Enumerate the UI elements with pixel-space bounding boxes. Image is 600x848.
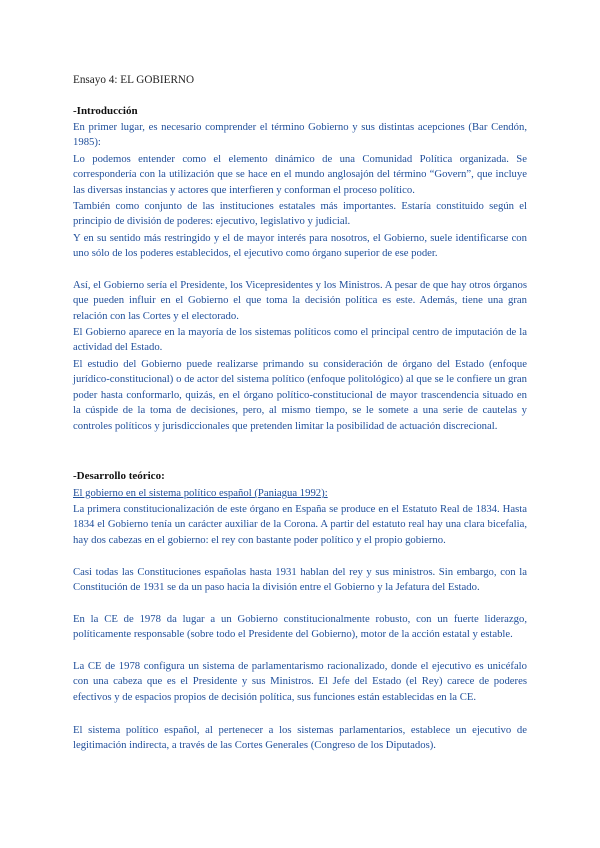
paragraph: También como conjunto de las instituciones estatales más importantes. Estaría constituido según el principio de división de poderes: ejecutivo, legislativo y judicial. [73, 200, 527, 228]
paragraph: Lo podemos entender como el elemento dinámico de una Comunidad Política organizada. Se correspondería con la utilización que se hace en el mundo anglosajón del término “Govern”, que incluye las diversas instancias y actores que interfieren y conforman el proceso político. [73, 153, 527, 196]
paragraph: El Gobierno aparece en la mayoría de los sistemas políticos como el principal centro de imputación de la actividad del Estado. [73, 326, 527, 354]
section-heading-introduccion: -Introducción [73, 105, 138, 117]
paragraph: Casi todas las Constituciones españolas hasta 1931 hablan del rey y sus ministros. Sin embargo, con la Constitución de 1931 se da un paso hacia la división entre el Gobierno y la Jefatura del Estado. [73, 566, 527, 594]
paragraph: En la CE de 1978 da lugar a un Gobierno constitucionalmente robusto, con un fuerte liderazgo, políticamente responsable (sobre todo el Presidente del Gobierno), motor de la acción estatal y estable. [73, 613, 527, 641]
section-heading-desarrollo: -Desarrollo teórico: [73, 470, 165, 482]
paragraph: Así, el Gobierno sería el Presidente, los Vicepresidentes y los Ministros. A pesar de que hay otros órganos que pueden influir en el Gobierno el que toma la decisión política es este. Además, tiene una gran relación con las Cortes y el electorado. [73, 279, 527, 322]
paragraph: Y en su sentido más restringido y el de mayor interés para nosotros, el Gobierno, suele identificarse con uno sólo de los poderes establecidos, el ejecutivo como órgano superior de ese poder. [73, 232, 527, 260]
paragraph: La primera constitucionalización de este órgano en España se produce en el Estatuto Real de 1834. Hasta 1834 el Gobierno tenía un carácter auxiliar de la Corona. A partir del estatuto real hay una clara bicefalia, hay dos cabezas en el gobierno: el rey con bastante poder político y el propio gobierno. [73, 503, 527, 546]
paragraph: La CE de 1978 configura un sistema de parlamentarismo racionalizado, donde el ejecutivo es unicéfalo con una cabeza que es el Presidente y sus Ministros. El Jefe del Estado (el Rey) carece de poderes efectivos y de espacios propios de decisión política, sus funciones están establecidas en la CE. [73, 660, 527, 703]
subheading: El gobierno en el sistema político español (Paniagua 1992): [73, 487, 328, 499]
paragraph: El sistema político español, al pertenecer a los sistemas parlamentarios, establece un ejecutivo de legitimación indirecta, a través de las Cortes Generales (Congreso de los Diputados). [73, 724, 527, 752]
document-title: Ensayo 4: EL GOBIERNO [73, 74, 195, 86]
paragraph: El estudio del Gobierno puede realizarse primando su consideración de órgano del Estado (enfoque jurídico-constitucional) o de actor del sistema político (enfoque politológico) al que se le confiere un gran poder hasta conformarlo, quizás, en el órgano político-constitucional de mayor trascendencia situado en la cúspide de la toma de decisiones, pero, al mismo tiempo, se le somete a una serie de cautelas y controles políticos y jurisdiccionales que pretenden limitar la posibilidad de actuación discrecional. [73, 358, 527, 432]
paragraph: En primer lugar, es necesario comprender el término Gobierno y sus distintas acepciones (Bar Cendón, 1985): [73, 121, 527, 149]
